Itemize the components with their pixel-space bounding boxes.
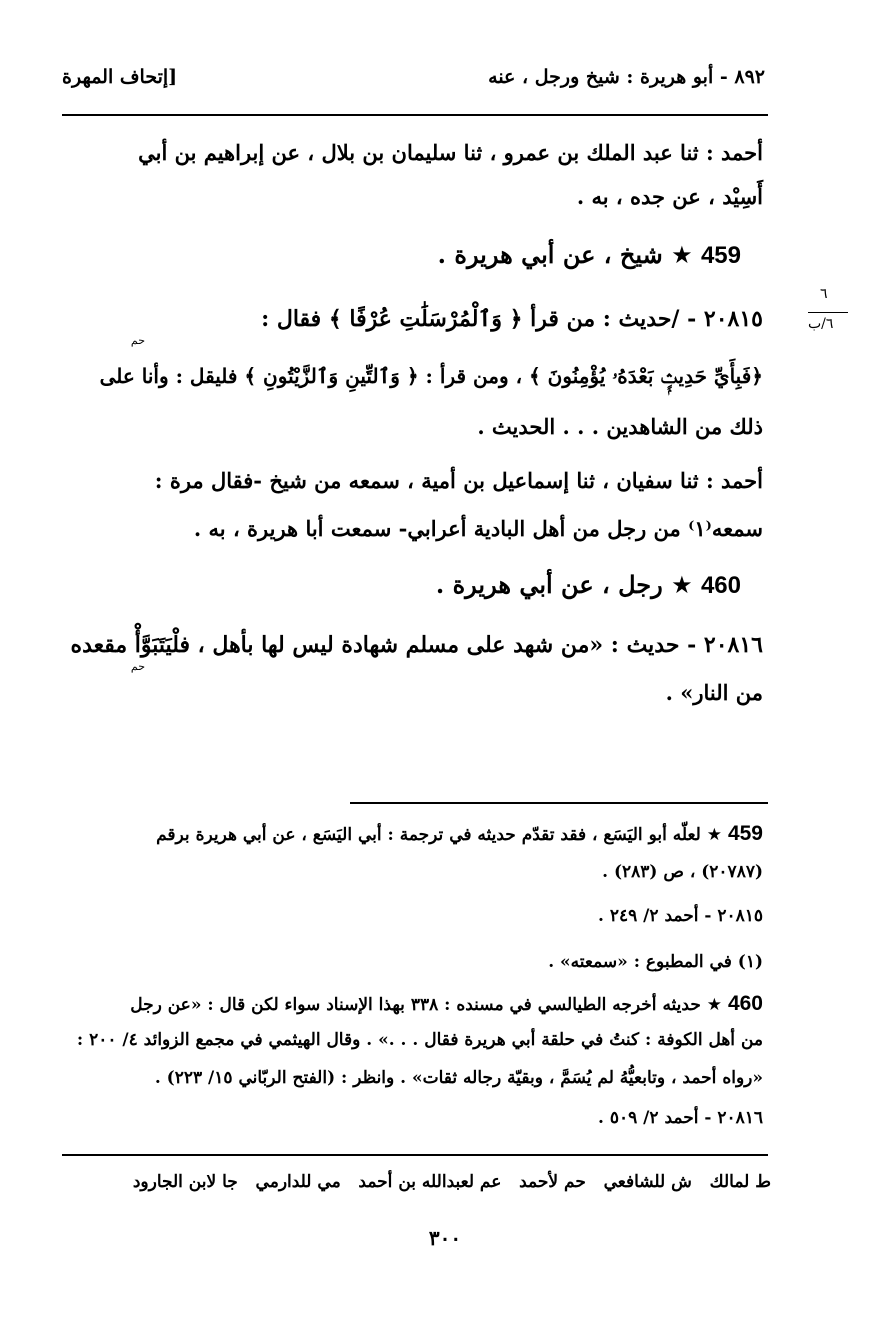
- footnote-1: (١) في المطبوع : «سمعته» .: [548, 952, 763, 972]
- entry-459-number: 459: [700, 242, 741, 269]
- star-icon: ★: [706, 995, 723, 1015]
- running-header-title: ٨٩٢ - أبو هريرة : شيخ ورجل ، عنه: [488, 66, 765, 88]
- header-rule: [62, 114, 768, 116]
- footnote-20815: ٢٠٨١٥ - أحمد ٢/ ٢٤٩ .: [598, 906, 763, 926]
- isnad-paragraph-1-line-2: أَسِيْد ، عن جده ، به .: [576, 184, 763, 209]
- star-icon: ★: [671, 241, 693, 269]
- footnote-460-number: 460: [727, 992, 763, 1015]
- footnote-460-text: حديثه أخرجه الطيالسي في مسنده : ٣٣٨ بهذا الإسناد سواء لكن قال : «عن رجل: [130, 995, 701, 1015]
- star-icon: ★: [671, 571, 693, 599]
- footnote-separator: [350, 802, 768, 804]
- entry-460-title: رجل ، عن أبي هريرة .: [435, 570, 663, 599]
- footnote-460-line-3: «رواه أحمد ، وتابعيُّهُ لم يُسَمَّ ، وبقيّة رجاله ثقات» . وانظر : (الفتح الربّاني ١٥/ ٢٢٣) .: [154, 1068, 763, 1088]
- footnote-459-line-1: [156, 822, 763, 846]
- hadith-20815-line-1: ٢٠٨١٥ - /حديث : من قرأ ﴿ وَٱلْمُرْسَلَٰتِ عُرْفًا ﴾ فقال :: [261, 306, 763, 332]
- footnote-20816: ٢٠٨١٦ - أحمد ٢/ ٥٠٩ .: [598, 1108, 763, 1128]
- isnad-paragraph-1-line-1: أحمد : ثنا عبد الملك بن عمرو ، ثنا سليمان بن بلال ، عن إبراهيم بن أبي: [138, 140, 763, 165]
- hadith-20815-source-mark: حم: [130, 334, 145, 347]
- hadith-20816-source-mark: حم: [130, 660, 145, 673]
- footnote-459-number: 459: [727, 822, 763, 845]
- legend-rule: [62, 1154, 768, 1156]
- entry-460-number: 460: [700, 572, 741, 599]
- hadith-20815-line-2: ﴿فَبِأَيِّ حَدِيثٍۭ بَعْدَهُۥ يُؤْمِنُونَ ﴾ ، ومن قرأ : ﴿ وَٱلتِّينِ وَٱلزَّيْتُونِ ﴾ فليقل : وأنا على: [99, 364, 763, 388]
- entry-460-heading: [436, 570, 741, 600]
- running-header-book: [إتحاف المهرة: [62, 66, 178, 88]
- hadith-20816-line-2: من النار» .: [665, 680, 763, 705]
- entry-459-title: شيخ ، عن أبي هريرة .: [437, 240, 663, 269]
- hadith-20815-line-3: ذلك من الشاهدين . . . الحديث .: [477, 414, 763, 439]
- entry-459-heading: [438, 240, 741, 270]
- margin-note-top: ٦: [820, 286, 828, 302]
- isnad-paragraph-2-line-1: أحمد : ثنا سفيان ، ثنا إسماعيل بن أمية ، سمعه من شيخ -فقال مرة :: [154, 468, 763, 493]
- footnote-459-line-2: (٢٠٧٨٧) ، ص (٢٨٣) .: [602, 862, 763, 882]
- margin-note-divider: [808, 312, 848, 313]
- hadith-20816-line-1: ٢٠٨١٦ - حديث : «من شهد على مسلم شهادة ليس لها بأهل ، فلْيَتَبَوَّأْ مقعده: [70, 632, 763, 658]
- footnote-460-line-2: من أهل الكوفة : كنتُ في حلقة أبي هريرة فقال . . .» . وقال الهيثمي في مجمع الزوائد ٤/ ٢٠٠ :: [76, 1030, 763, 1050]
- isnad-paragraph-2-line-2: سمعه⁽١⁾ من رجل من أهل البادية أعرابي- سمعت أبا هريرة ، به .: [193, 516, 763, 541]
- star-icon: ★: [706, 825, 723, 845]
- footnote-460-line-1: [130, 992, 763, 1016]
- margin-note-bottom: ٦/ب: [808, 316, 834, 332]
- page-number: ٣٠٠: [428, 1226, 462, 1250]
- footnote-459-text: لعلّه أبو اليَسَع ، فقد تقدّم حديثه في ترجمة : أبي اليَسَع ، عن أبي هريرة برقم: [156, 825, 701, 845]
- abbreviation-legend: ط لمالك ش للشافعي حم لأحمد عم لعبدالله بن أحمد مي للدارمي جا لابن الجارود: [132, 1172, 771, 1192]
